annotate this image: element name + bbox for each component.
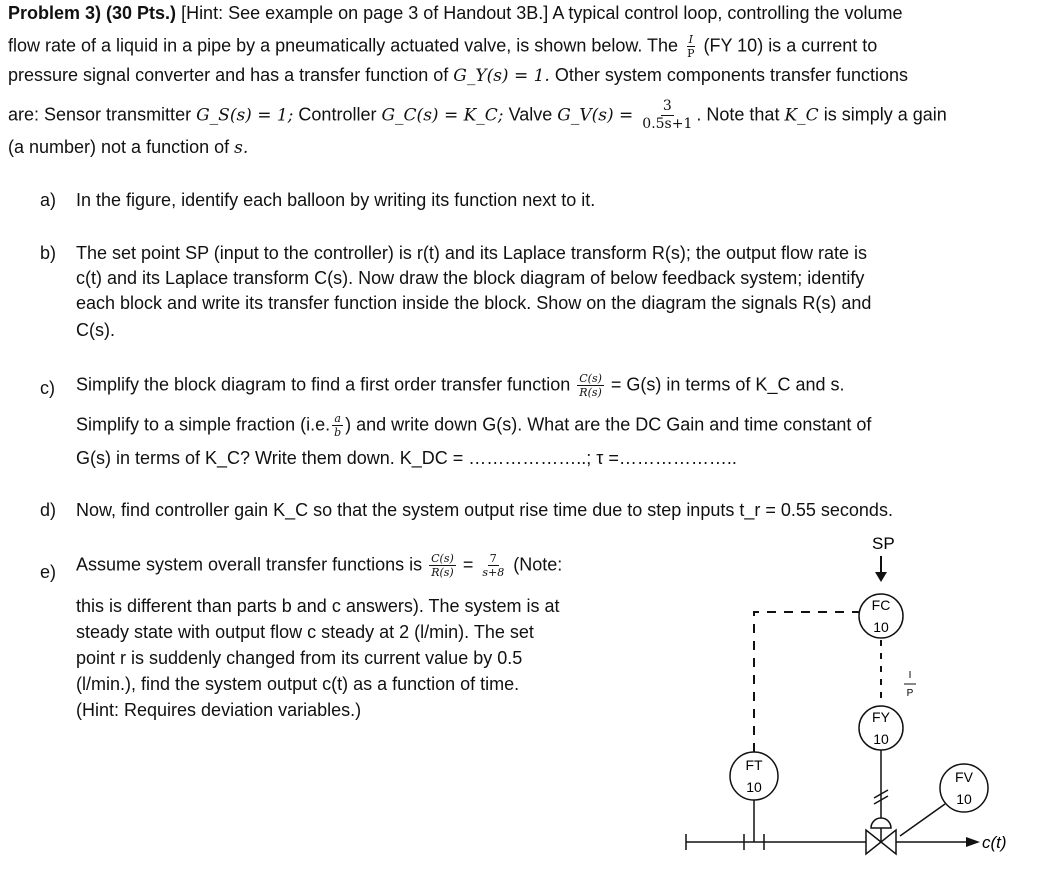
gv-formula: G_V(s) =: [557, 105, 634, 126]
header-line-2a: flow rate of a liquid in a pipe by a pneumatically actuated valve, is shown below. The: [8, 35, 679, 56]
part-e-line-4: point r is suddenly changed from its current value by 0.5: [76, 648, 523, 668]
part-a-label: a): [40, 190, 57, 210]
part-c-line-1a: Simplify the block diagram to find a first order transfer function: [76, 374, 571, 395]
problem-hint: [Hint: See example on page 3 of Handout 3B.] A typical control loop, controlling the volume: [181, 3, 903, 23]
e-frac1-num: C(s): [431, 552, 454, 565]
part-c-label: c): [40, 378, 55, 398]
valve-actuator: [871, 818, 891, 828]
header-line-4c: Valve: [508, 104, 553, 125]
sp-arrowhead: [875, 572, 887, 582]
kc-symbol: K_C: [784, 105, 819, 126]
part-a-text: In the figure, identify each balloon by writing its function next to it.: [76, 190, 596, 210]
part-c-line-2a: Simplify to a simple fraction (i.e.: [76, 414, 331, 435]
header-line-3a: pressure signal converter and has a transfer function of: [8, 65, 449, 85]
e-frac1-den: R(s): [431, 566, 454, 579]
part-c-line-1b: = G(s) in terms of K_C and s.: [610, 374, 845, 395]
header-line-5a: (a number) not a function of: [8, 137, 230, 157]
header-line-4e: is simply a gain: [823, 104, 947, 125]
header-line-3b: Other system components transfer functions: [554, 65, 909, 85]
fv-label-bot: 10: [956, 791, 972, 807]
part-e-line-1b: (Note:: [513, 554, 563, 575]
part-e-line-5: (l/min.), find the system output c(t) as a function of time.: [76, 674, 520, 694]
gc-formula: G_C(s) = K_C;: [381, 105, 504, 126]
fv-leader: [900, 804, 945, 836]
part-d-text: Now, find controller gain K_C so that the system output rise time due to step inputs t_r = 0.55 seconds.: [76, 500, 893, 520]
part-c-line-3: G(s) in terms of K_C? Write them down. K_DC = ………………..; τ =………………..: [76, 448, 737, 468]
fc-label-top: FC: [871, 597, 891, 613]
fv-label-top: FV: [955, 769, 973, 785]
part-e-line-1a: Assume system overall transfer functions is: [76, 554, 423, 575]
header-line-4a: are: Sensor transmitter: [8, 104, 192, 125]
ip-den: P: [687, 47, 695, 60]
header-line-4b: Controller: [298, 104, 377, 125]
gv-num: 3: [662, 98, 672, 114]
gy-formula: G_Y(s) = 1.: [453, 66, 550, 86]
outlet-arrowhead: [966, 837, 980, 847]
ab-num: a: [334, 412, 341, 425]
c-frac-num: C(s): [579, 372, 602, 385]
part-c-line-2b: ) and write down G(s). What are the DC Gain and time constant of: [345, 414, 872, 435]
header-line-2b: (FY 10) is a current to: [703, 35, 878, 56]
e-equals: =: [462, 554, 474, 575]
part-e-line-6: (Hint: Requires deviation variables.): [76, 700, 362, 720]
fy-label-top: FY: [872, 709, 890, 725]
output-label: c(t): [982, 833, 1007, 852]
part-d-label: d): [40, 500, 57, 520]
part-b-line-4: C(s).: [76, 320, 115, 340]
part-e-label: e): [40, 562, 57, 582]
ab-den: b: [334, 426, 342, 439]
gs-formula: G_S(s) = 1;: [196, 105, 294, 126]
part-b-label: b): [40, 243, 57, 263]
gv-den: 0.5s+1: [642, 116, 693, 132]
fy-label-bot: 10: [873, 731, 889, 747]
e-frac2-num: 7: [489, 552, 497, 565]
ip-marker-i: I: [908, 670, 912, 681]
fc-label-bot: 10: [873, 619, 889, 635]
e-frac2-den: s+8: [482, 566, 505, 579]
part-b-line-1: The set point SP (input to the controller) is r(t) and its Laplace transform R(s); the output flow rate is: [76, 243, 868, 263]
valve-left: [866, 830, 881, 854]
part-e-line-3: steady state with output flow c steady at 2 (l/min). The set: [76, 622, 534, 642]
ft-label-bot: 10: [746, 779, 762, 795]
ft-label-top: FT: [745, 757, 763, 773]
c-frac-den: R(s): [579, 386, 602, 399]
part-e-line-2: this is different than parts b and c answers). The system is at: [76, 596, 560, 616]
s-symbol: s.: [234, 138, 249, 158]
ft-to-fc-signal: [754, 612, 859, 752]
problem-label: Problem 3) (30 Pts.): [8, 3, 177, 23]
part-b-line-3: each block and write its transfer function inside the block. Show on the diagram the signals R(s) and: [76, 293, 872, 313]
ip-marker-p: P: [906, 688, 914, 699]
header-line-4d: . Note that: [696, 104, 780, 125]
part-b-line-2: c(t) and its Laplace transform C(s). Now draw the block diagram of below feedback system; identify: [76, 268, 865, 288]
ip-num: I: [688, 33, 693, 46]
sp-label: SP: [872, 534, 895, 553]
valve-right: [881, 830, 896, 854]
